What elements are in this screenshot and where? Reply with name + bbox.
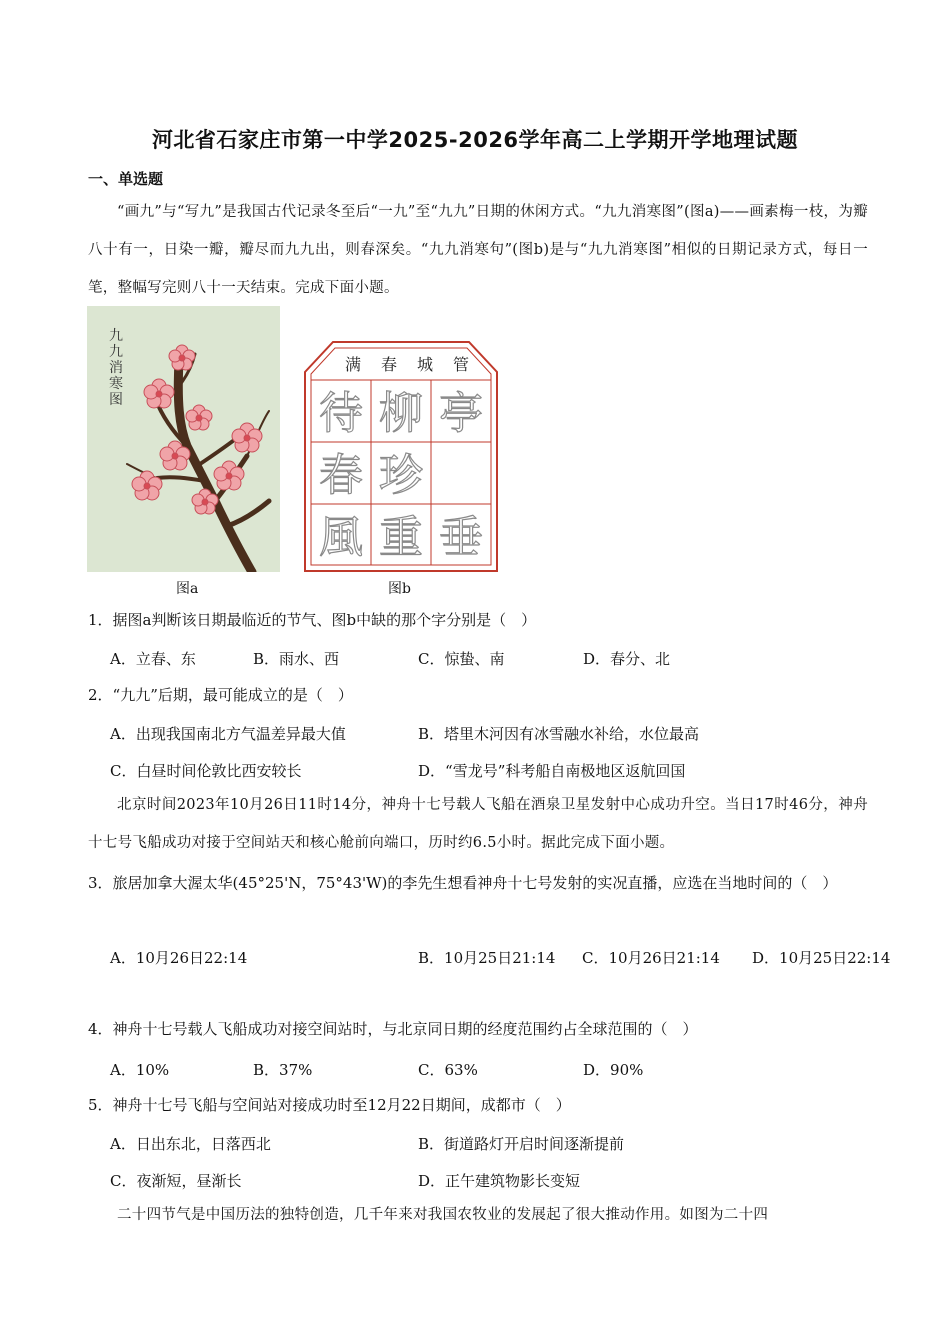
- grid-cell-char: 待: [319, 388, 363, 439]
- question-5-option-a[interactable]: A．日出东北，日落西北: [110, 1135, 271, 1153]
- question-5-stem: 5．神舟十七号飞船与空间站对接成功时至12月22日期间，成都市（ ）: [88, 1096, 571, 1114]
- question-1-option-c[interactable]: C．惊蛰、南: [418, 650, 505, 668]
- grid-header-char: 满: [344, 355, 362, 374]
- question-3-stem: 3．旅居加拿大渥太华(45°25'N，75°43'W)的李先生想看神舟十七号发射的实况直播，应选在当地时间的（ ）: [88, 874, 838, 892]
- grid-header-char: 春: [380, 355, 398, 374]
- section-heading: 一、单选题: [88, 170, 164, 188]
- question-1-option-b[interactable]: B．雨水、西: [253, 650, 340, 668]
- page-title: 河北省石家庄市第一中学2025-2026学年高二上学期开学地理试题: [151, 128, 799, 152]
- question-4-stem: 4．神舟十七号载人飞船成功对接空间站时，与北京同日期的经度范围约占全球范围的（ ）: [88, 1020, 698, 1038]
- question-4-option-a[interactable]: A．10%: [110, 1061, 170, 1079]
- question-3-option-d[interactable]: D．10月25日22:14: [752, 949, 891, 967]
- figure-a-vertical-text: 九 九 消 寒 图: [109, 328, 123, 408]
- question-3-option-b[interactable]: B．10月25日21:14: [418, 949, 556, 967]
- question-3-option-c[interactable]: C．10月26日21:14: [582, 949, 720, 967]
- question-2-option-c[interactable]: C．白昼时间伦敦比西安较长: [110, 762, 302, 780]
- question-3-option-a[interactable]: A．10月26日22:14: [110, 949, 248, 967]
- grid-cell-char: 風: [319, 512, 363, 563]
- question-1-option-a[interactable]: A．立春、东: [110, 650, 196, 668]
- grid-header-char: 城: [416, 355, 434, 374]
- question-5-option-b[interactable]: B．街道路灯开启时间逐渐提前: [418, 1135, 625, 1153]
- grid-cell-char: 垂: [439, 512, 483, 563]
- grid-cell-char: 柳: [379, 388, 423, 439]
- question-5-option-d[interactable]: D．正午建筑物影长变短: [418, 1172, 581, 1190]
- figure-b-calligraphy-grid: [303, 340, 499, 573]
- grid-header-char: 管: [452, 355, 470, 374]
- grid-cell-char: 亭: [439, 388, 483, 439]
- question-2-stem: 2．“九九”后期，最可能成立的是（ ）: [88, 686, 353, 704]
- grid-cell-char: 春: [319, 450, 363, 501]
- question-4-option-c[interactable]: C．63%: [418, 1061, 478, 1079]
- figure-a-plum-painting: [87, 306, 280, 572]
- figure-b-caption: 图b: [388, 581, 411, 597]
- question-4-option-d[interactable]: D．90%: [583, 1061, 644, 1079]
- figure-a-caption: 图a: [176, 581, 199, 597]
- passage-1: “画九”与“写九”是我国古代记录冬至后“一九”至“九九”日期的休闲方式。“九九消寒图”(图a)——画素梅一枝，为瓣八十有一，日染一瓣，瓣尽而九九出，则春深矣。“九九消寒句”(图b)是与“九九消寒图”相似的日期记录方式，每日一笔，整幅写完则八十一天结束。完成下面小题。: [88, 204, 868, 296]
- grid-cell-char: 珍: [379, 450, 423, 501]
- grid-frame: [303, 340, 499, 573]
- question-5-option-c[interactable]: C．夜渐短，昼渐长: [110, 1172, 242, 1190]
- grid-cell-char: 重: [379, 512, 423, 563]
- question-2-option-b[interactable]: B．塔里木河因有冰雪融水补给，水位最高: [418, 725, 700, 743]
- question-2-option-d[interactable]: D．“雪龙号”科考船自南极地区返航回国: [418, 762, 686, 780]
- passage-3: 二十四节气是中国历法的独特创造，几千年来对我国农牧业的发展起了很大推动作用。如图为二十四: [117, 1207, 769, 1223]
- question-1-option-d[interactable]: D．春分、北: [583, 650, 671, 668]
- passage-2: 北京时间2023年10月26日11时14分，神舟十七号载人飞船在酒泉卫星发射中心成功升空。当日17时46分，神舟十七号飞船成功对接于空间站天和核心舱前向端口，历时约6.5小时。据此完成下面小题。: [88, 797, 868, 851]
- plum-branch-illustration: [87, 306, 280, 572]
- question-4-option-b[interactable]: B．37%: [253, 1061, 313, 1079]
- question-1-stem: 1．据图a判断该日期最临近的节气、图b中缺的那个字分别是（ ）: [88, 611, 537, 629]
- question-2-option-a[interactable]: A．出现我国南北方气温差异最大值: [110, 725, 346, 743]
